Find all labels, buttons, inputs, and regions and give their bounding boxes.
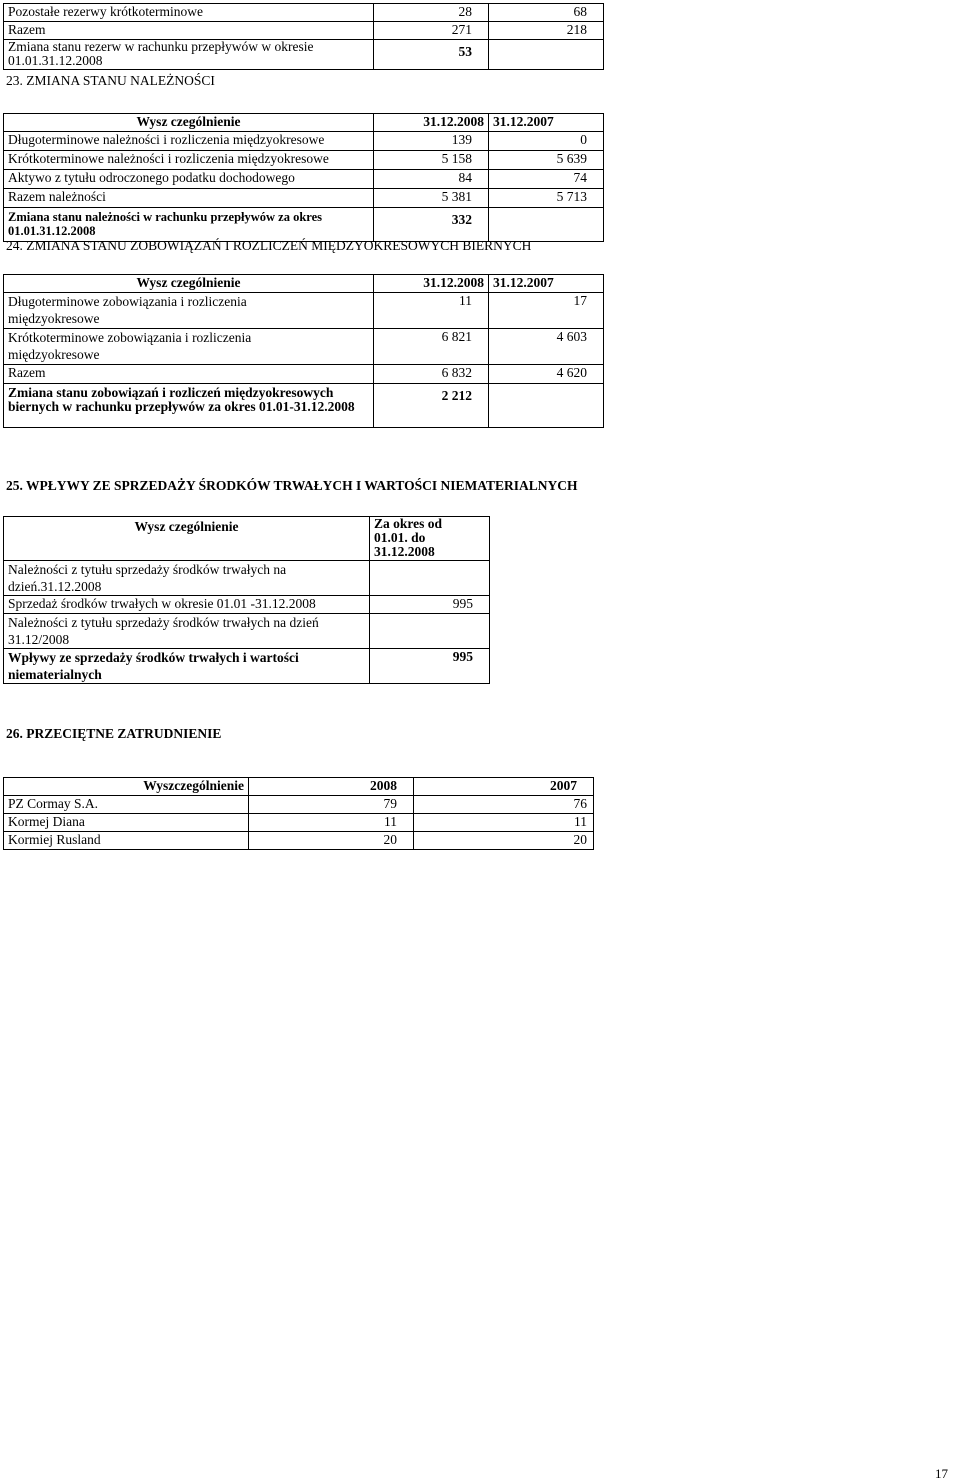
change-label: Zmiana stanu należności w rachunku przepływów za okres 01.01.31.12.2008 xyxy=(4,208,374,242)
row-label: Długoterminowe zobowiązania i rozliczenia międzyokresowe xyxy=(4,293,374,329)
header-col-2008: 31.12.2008 xyxy=(374,275,489,293)
row-value: 17 xyxy=(489,293,604,329)
row-value xyxy=(370,614,490,649)
table-row xyxy=(4,22,604,40)
employment-table xyxy=(3,777,594,850)
empty-cell xyxy=(489,384,604,428)
row-label: Należności z tytułu sprzedaży środków trwałych na dzień.31.12.2008 xyxy=(4,561,370,596)
table-row xyxy=(4,365,604,384)
row-value: 0 xyxy=(489,132,604,151)
row-value: 5 381 xyxy=(374,189,489,208)
table-header xyxy=(4,114,604,132)
row-value: 74 xyxy=(489,170,604,189)
row-label: Pozostałe rezerwy krótkoterminowe xyxy=(4,4,374,22)
row-value: 995 xyxy=(370,596,490,614)
page-number: 17 xyxy=(935,1466,948,1481)
row-value: 4 603 xyxy=(489,329,604,365)
row-label: Sprzedaż środków trwałych w okresie 01.01 -31.12.2008 xyxy=(4,596,370,614)
row-label: PZ Cormay S.A. xyxy=(4,796,249,814)
table-row xyxy=(4,132,604,151)
row-value: 76 xyxy=(414,796,594,814)
row-value: 6 821 xyxy=(374,329,489,365)
change-value: 332 xyxy=(374,208,489,242)
header-col-2008: 2008 xyxy=(249,778,414,796)
header-label: Wysz czególnienie xyxy=(4,114,374,132)
row-label: Aktywo z tytułu odroczonego podatku dochodowego xyxy=(4,170,374,189)
row-value: 139 xyxy=(374,132,489,151)
table-row xyxy=(4,649,490,684)
section-23-title: 23. ZMIANA STANU NALEŻNOŚCI xyxy=(6,73,215,88)
row-value: 11 xyxy=(414,814,594,832)
section-25-title: 25. WPŁYWY ZE SPRZEDAŻY ŚRODKÓW TRWAŁYCH I WARTOŚCI NIEMATERIALNYCH xyxy=(6,478,578,493)
table-row xyxy=(4,796,594,814)
table-header xyxy=(4,778,594,796)
row-value: 5 639 xyxy=(489,151,604,170)
total-label: Wpływy ze sprzedaży środków trwałych i wartości niematerialnych xyxy=(4,649,370,684)
row-label: Długoterminowe należności i rozliczenia międzyokresowe xyxy=(4,132,374,151)
row-value: 84 xyxy=(374,170,489,189)
table-row xyxy=(4,384,604,428)
row-label: Krótkoterminowe należności i rozliczenia międzyokresowe xyxy=(4,151,374,170)
row-value: 20 xyxy=(249,832,414,850)
total-value: 995 xyxy=(370,649,490,684)
table-row xyxy=(4,189,604,208)
row-value: 5 713 xyxy=(489,189,604,208)
header-col-2008: 31.12.2008 xyxy=(374,114,489,132)
receivables-table xyxy=(3,113,604,242)
change-label: Zmiana stanu rezerw w rachunku przepływów w okresie 01.01.31.12.2008 xyxy=(4,40,374,70)
row-value: 4 620 xyxy=(489,365,604,384)
row-label: Kormej Diana xyxy=(4,814,249,832)
row-value: 6 832 xyxy=(374,365,489,384)
empty-cell xyxy=(489,40,604,70)
row-value: 218 xyxy=(489,22,604,40)
row-label: Razem xyxy=(4,365,374,384)
header-period: Za okres od 01.01. do 31.12.2008 xyxy=(370,517,490,561)
header-col-2007: 31.12.2007 xyxy=(489,114,604,132)
asset-sales-table xyxy=(3,516,490,684)
table-row xyxy=(4,40,604,70)
header-col-2007: 31.12.2007 xyxy=(489,275,604,293)
table-row xyxy=(4,814,594,832)
table-row xyxy=(4,4,604,22)
row-value: 271 xyxy=(374,22,489,40)
change-label: Zmiana stanu zobowiązań i rozliczeń międzyokresowych biernych w rachunku przepływów za okres 01.01-31.12.2008 xyxy=(4,384,374,428)
change-value: 2 212 xyxy=(374,384,489,428)
change-value: 53 xyxy=(374,40,489,70)
table-row xyxy=(4,596,490,614)
table-row xyxy=(4,561,490,596)
row-label: Krótkoterminowe zobowiązania i rozliczenia międzyokresowe xyxy=(4,329,374,365)
table-row xyxy=(4,832,594,850)
row-value: 11 xyxy=(249,814,414,832)
header-label: Wyszczególnienie xyxy=(4,778,249,796)
table-row xyxy=(4,614,490,649)
row-label: Razem należności xyxy=(4,189,374,208)
row-value: 20 xyxy=(414,832,594,850)
table-row xyxy=(4,170,604,189)
section-24-title: 24. ZMIANA STANU ZOBOWIĄZAŃ I ROZLICZEŃ MIĘDZYOKRESOWYCH BIERNYCH xyxy=(6,238,532,253)
table-row xyxy=(4,151,604,170)
table-row xyxy=(4,293,604,329)
section-26-title: 26. PRZECIĘTNE ZATRUDNIENIE xyxy=(6,726,222,741)
table-header xyxy=(4,275,604,293)
header-label: Wysz czególnienie xyxy=(4,275,374,293)
reserves-table xyxy=(3,3,604,70)
row-value: 28 xyxy=(374,4,489,22)
row-value: 68 xyxy=(489,4,604,22)
row-label: Razem xyxy=(4,22,374,40)
row-value: 11 xyxy=(374,293,489,329)
header-col-2007: 2007 xyxy=(414,778,594,796)
row-value: 5 158 xyxy=(374,151,489,170)
liabilities-table xyxy=(3,274,604,428)
table-header xyxy=(4,517,490,561)
row-value: 79 xyxy=(249,796,414,814)
table-row xyxy=(4,329,604,365)
header-label: Wysz czególnienie xyxy=(4,517,370,561)
row-label: Należności z tytułu sprzedaży środków trwałych na dzień 31.12/2008 xyxy=(4,614,370,649)
row-value xyxy=(370,561,490,596)
row-label: Kormiej Rusland xyxy=(4,832,249,850)
